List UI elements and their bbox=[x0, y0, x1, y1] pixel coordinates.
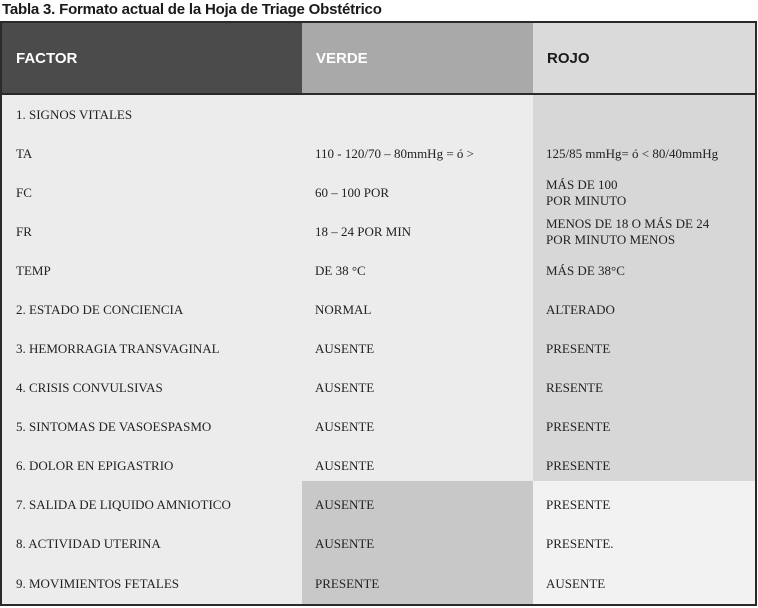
header-factor: FACTOR bbox=[2, 23, 302, 93]
table-row bbox=[2, 173, 755, 212]
table-row bbox=[2, 212, 755, 251]
rojo-cell: RESENTE bbox=[546, 379, 604, 395]
table-body bbox=[2, 95, 755, 604]
rojo-cell: PRESENTE bbox=[546, 418, 611, 434]
table-row bbox=[2, 485, 755, 524]
table-row bbox=[2, 251, 755, 290]
verde-cell: AUSENTE bbox=[315, 535, 375, 551]
header-verde: VERDE bbox=[302, 23, 533, 93]
table-row bbox=[2, 290, 755, 329]
verde-cell: AUSENTE bbox=[315, 340, 375, 356]
rojo-cell: AUSENTE bbox=[546, 575, 606, 591]
rojo-cell: ALTERADO bbox=[546, 301, 615, 317]
rojo-cell: MENOS DE 18 O MÁS DE 24 POR MINUTO MENOS bbox=[546, 215, 710, 247]
table-row bbox=[2, 524, 755, 563]
rojo-cell: 125/85 mmHg= ó < 80/40mmHg bbox=[546, 145, 719, 161]
factor-cell: 7. SALIDA DE LIQUIDO AMNIOTICO bbox=[16, 496, 231, 512]
table-row bbox=[2, 563, 755, 604]
verde-cell: AUSENTE bbox=[315, 496, 375, 512]
verde-cell: NORMAL bbox=[315, 301, 372, 317]
factor-cell: 9. MOVIMIENTOS FETALES bbox=[16, 575, 180, 591]
verde-cell: AUSENTE bbox=[315, 418, 375, 434]
table-row bbox=[2, 368, 755, 407]
table-row bbox=[2, 407, 755, 446]
factor-cell: 6. DOLOR EN EPIGASTRIO bbox=[16, 457, 174, 473]
factor-cell: TA bbox=[16, 145, 33, 161]
factor-cell: 4. CRISIS CONVULSIVAS bbox=[16, 379, 163, 395]
table-row bbox=[2, 95, 755, 134]
factor-cell: FR bbox=[16, 223, 32, 239]
factor-cell: 2. ESTADO DE CONCIENCIA bbox=[16, 301, 184, 317]
verde-cell: AUSENTE bbox=[315, 457, 375, 473]
verde-cell: AUSENTE bbox=[315, 379, 375, 395]
factor-cell: 3. HEMORRAGIA TRANSVAGINAL bbox=[16, 340, 220, 356]
rojo-cell: PRESENTE bbox=[546, 496, 611, 512]
table-row bbox=[2, 134, 755, 173]
rojo-cell bbox=[546, 95, 755, 134]
verde-cell: 18 – 24 POR MIN bbox=[315, 223, 412, 239]
factor-cell: 1. SIGNOS VITALES bbox=[16, 106, 133, 122]
triage-table bbox=[0, 21, 757, 606]
factor-cell: TEMP bbox=[16, 262, 51, 278]
factor-cell: FC bbox=[16, 184, 32, 200]
verde-cell: 60 – 100 POR bbox=[315, 184, 390, 200]
table-row bbox=[2, 446, 755, 485]
rojo-cell: PRESENTE bbox=[546, 457, 611, 473]
table-caption: Tabla 3. Formato actual de la Hoja de Triage Obstétrico bbox=[2, 1, 382, 18]
header-rojo: ROJO bbox=[533, 23, 755, 93]
verde-cell: PRESENTE bbox=[315, 575, 380, 591]
factor-cell: 5. SINTOMAS DE VASOESPASMO bbox=[16, 418, 212, 434]
verde-cell bbox=[315, 95, 533, 134]
verde-cell: 110 - 120/70 – 80mmHg = ó > bbox=[315, 145, 474, 161]
table-row bbox=[2, 329, 755, 368]
verde-cell: DE 38 °C bbox=[315, 262, 366, 278]
factor-cell: 8. ACTIVIDAD UTERINA bbox=[16, 535, 161, 551]
rojo-cell: MÁS DE 100 POR MINUTO bbox=[546, 176, 627, 208]
rojo-cell: PRESENTE bbox=[546, 340, 611, 356]
rojo-cell: PRESENTE. bbox=[546, 535, 614, 551]
rojo-cell: MÁS DE 38°C bbox=[546, 262, 625, 278]
